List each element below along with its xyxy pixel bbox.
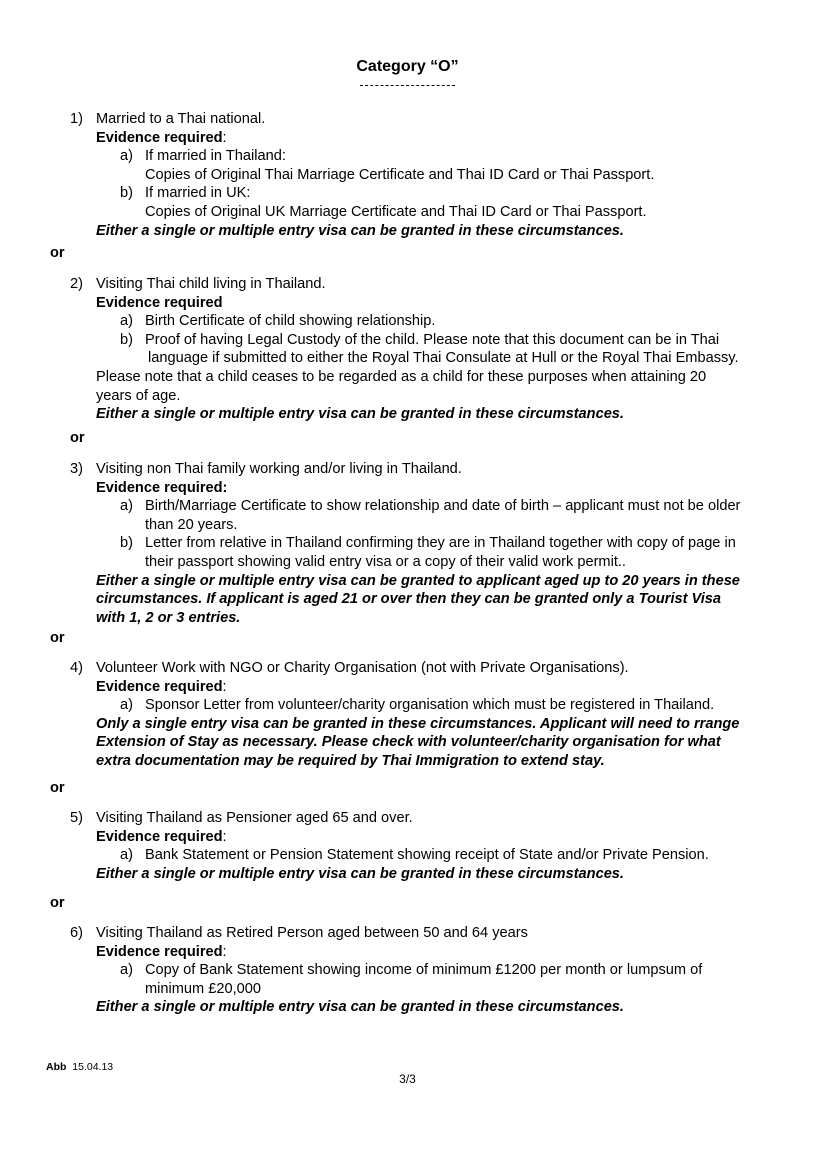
section-conclusion-line: Only a single entry visa can be granted in these circumstances. Applicant will need to rrange (96, 715, 740, 732)
section-number: 5) (70, 810, 83, 826)
evidence-required-label (96, 943, 227, 962)
section-number: 4) (70, 660, 83, 676)
or-separator: or (50, 245, 65, 261)
evidence-required-label (96, 294, 223, 313)
item-marker: a) (120, 313, 133, 330)
title-underline (360, 85, 455, 86)
evidence-required-label (96, 678, 227, 697)
footer-author: Abb (46, 1061, 67, 1073)
evidence-label-text: Evidence required: (96, 479, 228, 496)
evidence-label-text: Evidence required (96, 129, 223, 146)
section-conclusion-line: Either a single or multiple entry visa can be granted in these circumstances. (96, 999, 624, 1016)
evidence-label-text: Evidence required (96, 828, 223, 845)
item-marker: a) (120, 498, 133, 515)
section-conclusion-line: circumstances. If applicant is aged 21 or over then they can be granted only a Tourist Visa (96, 591, 722, 608)
evidence-label-colon: : (222, 828, 227, 845)
item-text-line: If married in UK: (145, 185, 251, 202)
section-heading: Married to a Thai national. (96, 111, 266, 127)
item-text-line: language if submitted to either the Royal Thai Consulate at Hull or the Royal Thai Embassy. (148, 350, 739, 367)
evidence-label-text: Evidence required (96, 294, 223, 311)
section-conclusion-line: with 1, 2 or 3 entries. (96, 609, 241, 626)
item-marker: b) (120, 331, 133, 348)
item-text-line: Birth Certificate of child showing relationship. (145, 313, 436, 330)
section-conclusion-line: Either a single or multiple entry visa can be granted to applicant aged up to 20 years in these (96, 572, 740, 589)
footer-date: 15.04.13 (72, 1061, 114, 1073)
section-conclusion-line: Extension of Stay as necessary. Please check with volunteer/charity organisation for what (96, 734, 721, 751)
item-text-line: Copy of Bank Statement showing income of minimum £1200 per month or lumpsum of (145, 962, 703, 979)
item-text-line: If married in Thailand: (145, 148, 286, 165)
item-text-line: Bank Statement or Pension Statement showing receipt of State and/or Private Pension. (145, 847, 709, 864)
evidence-label-colon: : (222, 943, 227, 960)
section-heading: Visiting Thai child living in Thailand. (96, 276, 326, 292)
section-note-line: years of age. (96, 387, 181, 404)
section-conclusion-line: Either a single or multiple entry visa can be granted in these circumstances. (96, 865, 624, 882)
item-text-line: Birth/Marriage Certificate to show relationship and date of birth – applicant must not be older (145, 498, 741, 515)
section-number: 1) (70, 111, 83, 127)
item-marker: a) (120, 847, 133, 864)
evidence-required-label (96, 828, 227, 847)
item-text-line: than 20 years. (145, 516, 238, 533)
item-text-line: Copies of Original Thai Marriage Certificate and Thai ID Card or Thai Passport. (145, 166, 655, 183)
section-number: 3) (70, 461, 83, 477)
section-note-line: Please note that a child ceases to be regarded as a child for these purposes when attaining 20 (96, 369, 707, 385)
page-title: Category “O” (356, 58, 459, 75)
item-text-line: Sponsor Letter from volunteer/charity organisation which must be registered in Thailand. (145, 697, 715, 714)
or-separator: or (50, 780, 65, 796)
evidence-label-colon: : (222, 129, 227, 146)
section-number: 2) (70, 276, 83, 292)
evidence-label-text: Evidence required (96, 678, 223, 695)
evidence-required-label (96, 129, 227, 148)
page-number: 3/3 (399, 1072, 416, 1086)
section-number: 6) (70, 925, 83, 941)
item-marker: a) (120, 962, 133, 979)
or-separator: or (50, 895, 65, 911)
item-text-line: minimum £20,000 (145, 980, 261, 997)
section-heading: Visiting non Thai family working and/or living in Thailand. (96, 461, 462, 477)
item-marker: b) (120, 185, 133, 202)
evidence-label-text: Evidence required (96, 943, 223, 960)
item-text-line: their passport showing valid entry visa or a copy of their valid work permit.. (145, 554, 626, 570)
section-heading: Visiting Thailand as Pensioner aged 65 and over. (96, 810, 413, 826)
evidence-required-label (96, 479, 227, 498)
item-marker: b) (120, 535, 133, 552)
evidence-label-colon: : (222, 678, 227, 695)
section-conclusion-line: extra documentation may be required by Thai Immigration to extend stay. (96, 753, 605, 769)
item-marker: a) (120, 697, 133, 714)
item-marker: a) (120, 148, 133, 165)
item-text-line: Proof of having Legal Custody of the child. Please note that this document can be in Thai (145, 331, 720, 348)
section-heading: Volunteer Work with NGO or Charity Organisation (not with Private Organisations). (96, 660, 629, 676)
section-heading: Visiting Thailand as Retired Person aged between 50 and 64 years (96, 925, 528, 941)
section-conclusion-line: Either a single or multiple entry visa can be granted in these circumstances. (96, 406, 624, 423)
or-separator: or (50, 630, 65, 646)
item-text-line: Letter from relative in Thailand confirming they are in Thailand together with copy of page in (145, 535, 736, 552)
item-text-line: Copies of Original UK Marriage Certificate and Thai ID Card or Thai Passport. (145, 204, 647, 220)
or-separator: or (70, 430, 85, 446)
section-conclusion-line: Either a single or multiple entry visa can be granted in these circumstances. (96, 222, 624, 239)
